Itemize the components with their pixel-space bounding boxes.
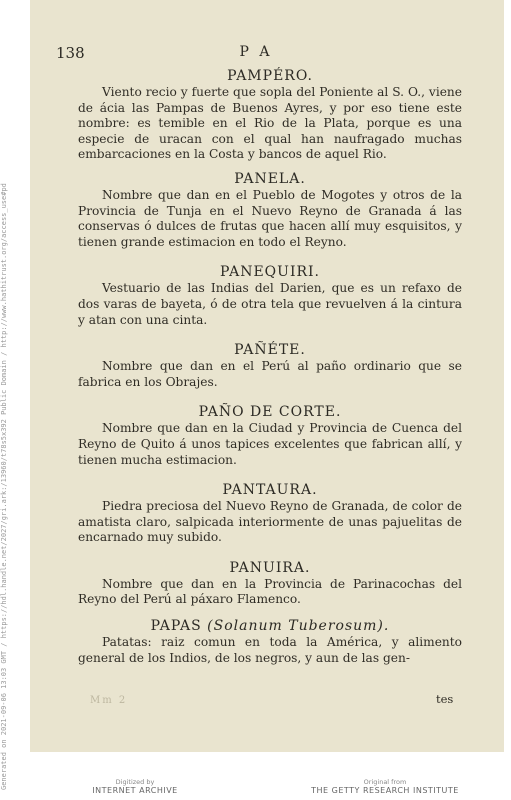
- footer-right: [300, 778, 470, 795]
- headword: PAÑÉTE.: [234, 342, 306, 359]
- entry-text: Nombre que dan en la Ciudad y Provincia de Cuenca del Reyno de Quito á unos tapices excelentes que fabrican allí, y tienen mucha estimacion.: [78, 421, 462, 467]
- entry-pano-de-corte: [78, 404, 462, 468]
- entry-pantaura: [78, 482, 462, 546]
- headword: PAMPÉRO.: [227, 68, 313, 84]
- headword: PANUIRA.: [229, 559, 311, 576]
- headword: PAÑO DE CORTE.: [198, 404, 342, 421]
- entry-panuira: [78, 560, 462, 608]
- page-header: [56, 44, 456, 64]
- entry-text: Vestuario de las Indias del Darien, que es un refaxo de dos varas de bayeta, ó de otra tela que revuelven á la cintura y atan con una cinta.: [78, 281, 462, 327]
- original-from-label: Original from: [363, 778, 407, 786]
- entry-pampero: [78, 68, 462, 163]
- entry-text: Viento recio y fuerte que sopla del Poniente al S. O., viene de ácia las Pampas de Buenos Ayres, y por eso tiene este nombre: es temible en el Rio de la Plata, porque es una especie de uracan con el qual han naufragado muchas embarcaciones en la Costa y bancos de aquel Rio.: [78, 85, 462, 162]
- entry-papas: [78, 618, 462, 666]
- headword: [78, 618, 462, 634]
- running-head: P A: [239, 44, 273, 60]
- headword-italic: (Solanum Tuberosum).: [207, 618, 390, 635]
- internet-archive-label: INTERNET ARCHIVE: [92, 786, 178, 795]
- entry-panete: [78, 342, 462, 390]
- entry-text: Patatas: raiz comun en toda la América, y alimento general de los Indios, de los negros, y aun de las gen-: [78, 635, 462, 665]
- entry-text: Nombre que dan en el Pueblo de Mogotes y otros de la Provincia de Tunja en el Nuevo Reyno de Granada á las conservas ó dulces de frutas que hacen allí muy esquisitos, y tienen grande estimacion en todo el Reyno.: [78, 187, 462, 249]
- page-number: 138: [56, 44, 85, 62]
- footer-left: [60, 778, 210, 795]
- headword: PANEQUIRI.: [219, 264, 321, 281]
- headword: PANELA.: [234, 170, 306, 187]
- headword-main: PAPAS: [150, 618, 202, 635]
- digitized-by-label: Digitized by: [115, 778, 155, 786]
- headword: PANTAURA.: [222, 482, 318, 499]
- dictionary-entries: [78, 66, 462, 674]
- catchword: tes: [436, 692, 454, 706]
- signature-mark: Mm 2: [90, 695, 128, 706]
- entry-text: Nombre que dan en el Perú al paño ordinario que se fabrica en los Obrajes.: [78, 359, 462, 389]
- entry-panela: [78, 171, 462, 250]
- entry-text: Nombre que dan en la Provincia de Parinacochas del Reyno del Perú al páxaro Flamenco.: [78, 576, 462, 607]
- entry-text: Piedra preciosa del Nuevo Reyno de Granada, de color de amatista claro, salpicada interiormente de unas pajuelitas de encarnado muy subido.: [78, 499, 462, 545]
- hathitrust-sidebar: [0, 0, 30, 800]
- entry-panequiri: [78, 264, 462, 328]
- getty-label: THE GETTY RESEARCH INSTITUTE: [311, 786, 459, 795]
- generation-notice: Generated on 2021-09-06 13:03 GMT / https://hdl.handle.net/2027/gri.ark:/13960/t78s5x392 Public Domain / http://www.hathitrust.org/access_use#pd: [0, 183, 8, 790]
